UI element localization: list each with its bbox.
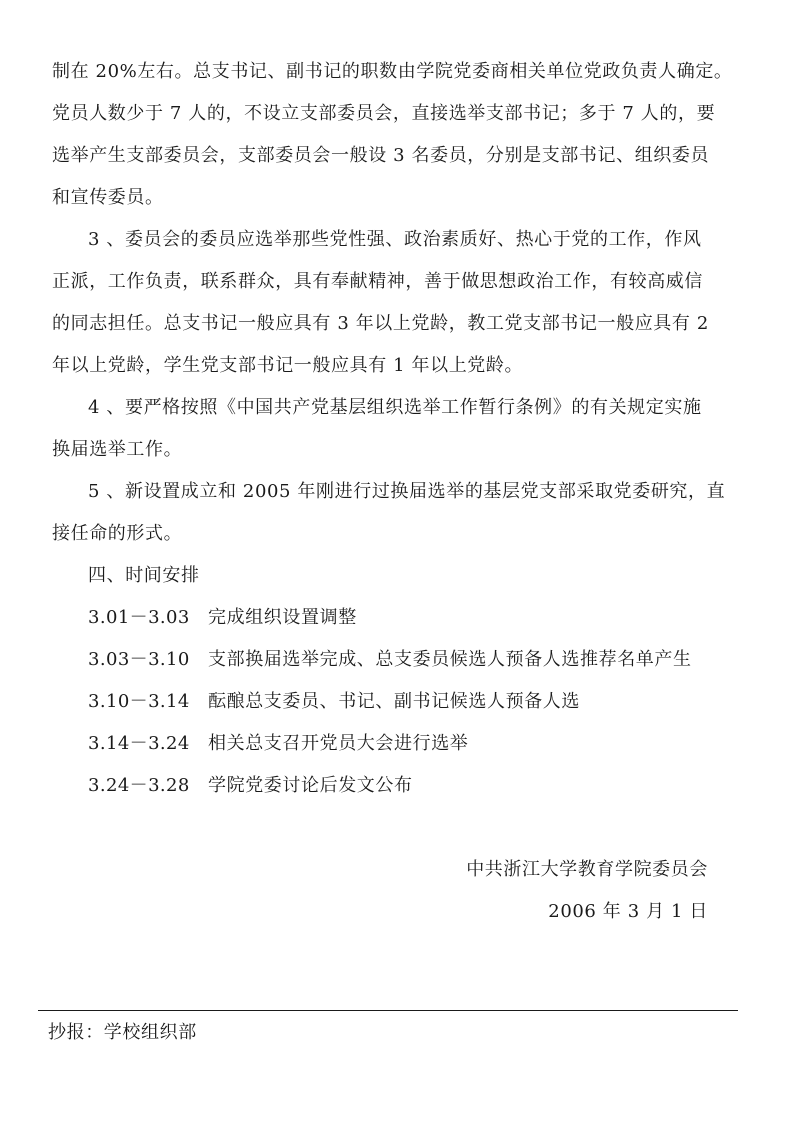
paragraph-2-line-4: 年以上党龄，学生党支部书记一般应具有 1 年以上党龄。 — [52, 355, 524, 376]
paragraph-1-line-1: 制在 20%左右。总支书记、副书记的职数由学院党委商相关单位党政负责人确定。 — [52, 61, 733, 82]
paragraph-2-line-3: 的同志担任。总支书记一般应具有 3 年以上党龄，教工党支部书记一般应具有 2 — [52, 313, 709, 334]
schedule-date-range: 3.10－3.14 — [88, 691, 190, 712]
schedule-row — [88, 690, 580, 714]
paragraph-4-line-1: 5 、新设置成立和 2005 年刚进行过换届选举的基层党支部采取党委研究，直 — [88, 481, 726, 502]
schedule-date-range: 3.24－3.28 — [88, 775, 190, 796]
schedule-task: 支部换届选举完成、总支委员候选人预备人选推荐名单产生 — [208, 649, 692, 670]
schedule-row — [88, 606, 357, 630]
footer-cc: 抄报：学校组织部 — [48, 1022, 197, 1043]
schedule-task: 酝酿总支委员、书记、副书记候选人预备人选 — [208, 691, 580, 712]
schedule-date-range: 3.14－3.24 — [88, 733, 190, 754]
paragraph-3-line-1: 4 、要严格按照《中国共产党基层组织选举工作暂行条例》的有关规定实施 — [88, 397, 702, 418]
paragraph-4-line-2: 接任命的形式。 — [52, 523, 183, 544]
schedule-date-range: 3.03－3.10 — [88, 649, 190, 670]
section-heading-schedule: 四、时间安排 — [88, 565, 200, 586]
paragraph-2-line-2: 正派，工作负责，联系群众，具有奉献精神，善于做思想政治工作，有较高威信 — [52, 271, 703, 292]
schedule-row — [88, 774, 413, 798]
schedule-row — [88, 648, 692, 672]
schedule-task: 相关总支召开党员大会进行选举 — [208, 733, 469, 754]
paragraph-3-line-2: 换届选举工作。 — [52, 439, 183, 460]
schedule-task: 学院党委讨论后发文公布 — [208, 775, 413, 796]
signature-date: 2006 年 3 月 1 日 — [548, 901, 708, 922]
schedule-date-range: 3.01－3.03 — [88, 607, 190, 628]
schedule-row — [88, 732, 468, 756]
paragraph-1-line-2: 党员人数少于 7 人的，不设立支部委员会，直接选举支部书记；多于 7 人的，要 — [52, 103, 716, 124]
signature-organization: 中共浙江大学教育学院委员会 — [466, 859, 708, 880]
paragraph-1-line-4: 和宣传委员。 — [52, 187, 164, 208]
footer-divider — [38, 1010, 738, 1011]
paragraph-1-line-3: 选举产生支部委员会，支部委员会一般设 3 名委员，分别是支部书记、组织委员 — [52, 145, 710, 166]
schedule-task: 完成组织设置调整 — [208, 607, 357, 628]
paragraph-2-line-1: 3 、委员会的委员应选举那些党性强、政治素质好、热心于党的工作，作风 — [88, 229, 702, 250]
